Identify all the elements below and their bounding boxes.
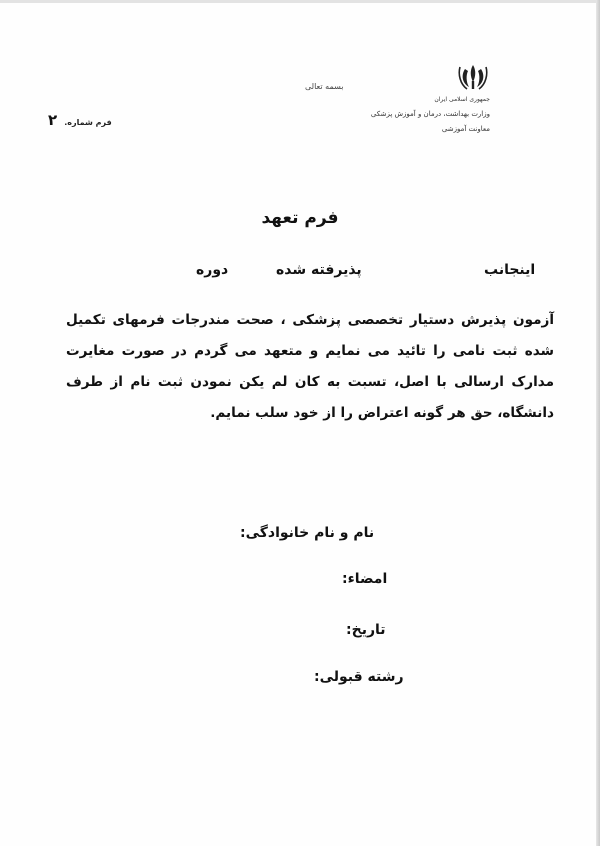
form-number-value: ۲ bbox=[48, 111, 58, 129]
iran-emblem-icon bbox=[456, 62, 490, 92]
form-number-label: فرم شماره bbox=[67, 118, 112, 127]
intro-word-accepted: پذیرفته شده bbox=[276, 262, 362, 278]
name-field-label: نام و نام خانوادگی: bbox=[240, 525, 375, 541]
signature-field-label: امضاء: bbox=[342, 571, 388, 587]
intro-word-course: دوره bbox=[196, 262, 229, 278]
org-line-1: جمهوری اسلامی ایران bbox=[434, 96, 490, 103]
commitment-paragraph: آزمون پذیرش دستیار تخصصی پزشکی ، صحت مندرجات فرمهای تکمیل شده ثبت نامی را تائید می نمایم و متعهد می گردم در صورت مغایرت مدارک ارسالی با اصل، تسبت به کان لم یکن نمودن ثبت نام از طرف دانشگاه، حق هر گونه اعتراض را از خود سلب نمایم. bbox=[66, 312, 554, 421]
accepted-field-label: رشته قبولی: bbox=[314, 669, 404, 685]
org-line-2: وزارت بهداشت، درمان و آموزش پزشکی bbox=[370, 110, 490, 118]
document-title: فرم تعهد bbox=[261, 208, 339, 228]
org-line-3: معاونت آموزشی bbox=[441, 125, 490, 133]
bismillah-text: بسمه تعالی bbox=[305, 82, 344, 91]
organization-header bbox=[370, 92, 490, 137]
page-right-edge bbox=[596, 0, 600, 846]
page-top-edge bbox=[0, 0, 600, 3]
intro-word-injaneb: اینجانب bbox=[484, 262, 536, 278]
form-number: فرم شماره. ۲ bbox=[48, 111, 112, 129]
date-field-label: تاریخ: bbox=[346, 622, 386, 638]
